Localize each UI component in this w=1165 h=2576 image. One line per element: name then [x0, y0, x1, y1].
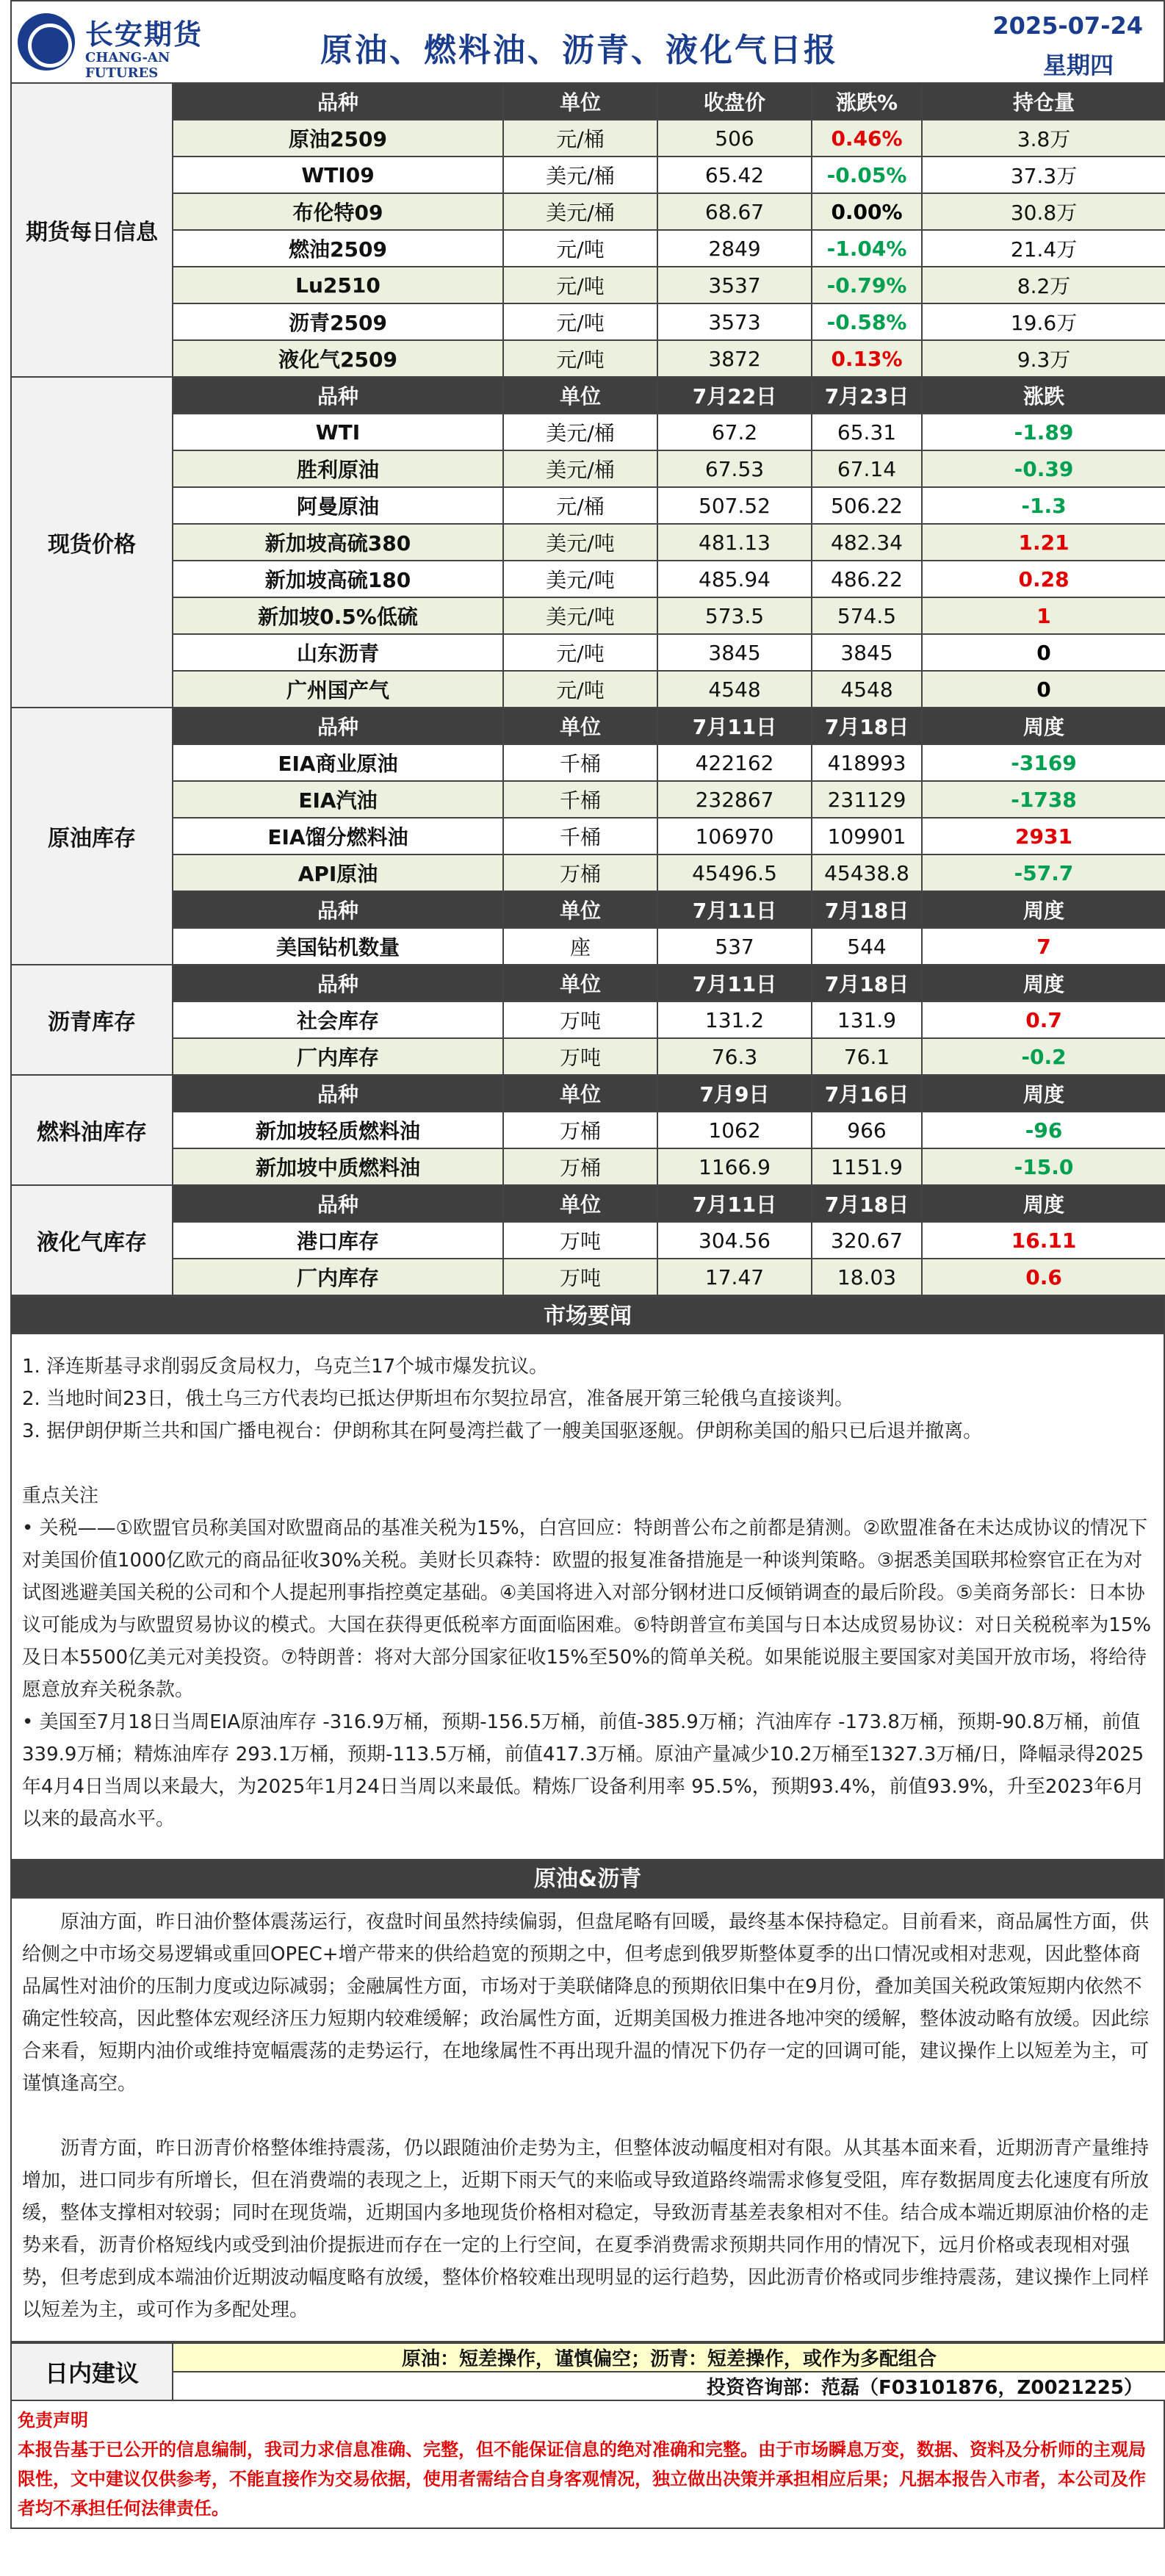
cell-name: API原油 [173, 855, 503, 891]
futures-category: 期货每日信息 [11, 83, 173, 377]
news-section [10, 1334, 1165, 1860]
cell-name: 布伦特09 [173, 193, 503, 230]
header-cell: 品种 [173, 1185, 503, 1222]
cell-day2: 18.03 [812, 1259, 922, 1295]
table-row [11, 855, 1165, 891]
cell-day2: 966 [812, 1112, 922, 1148]
cell-day1: 76.3 [657, 1038, 812, 1075]
cell-unit: 万桶 [503, 1112, 657, 1148]
cell-day1: 4548 [657, 671, 812, 708]
header-cell: 单位 [503, 1185, 657, 1222]
cell-name: 沥青2509 [173, 303, 503, 340]
cell-day1: 232867 [657, 781, 812, 818]
cell-open-interest: 3.8万 [922, 120, 1165, 156]
header-cell: 7月11日 [657, 1185, 812, 1222]
cell-day1: 45496.5 [657, 855, 812, 891]
report-weekday: 星期四 [1042, 51, 1114, 79]
cell-day2: 418993 [812, 744, 922, 781]
cell-day1: 131.2 [657, 1001, 812, 1038]
table-row [11, 487, 1165, 524]
table-header-row [11, 1075, 1165, 1112]
cell-weekly-change: -57.7 [922, 855, 1165, 891]
news-item: 1. 泽连斯基寻求削弱反贪局权力，乌克兰17个城市爆发抗议。 [22, 1356, 549, 1378]
table-row [11, 193, 1165, 230]
cell-weekly-change: 2931 [922, 818, 1165, 855]
focus-list [22, 1512, 1153, 1835]
cell-unit: 美元/吨 [503, 524, 657, 561]
table-row [11, 1038, 1165, 1075]
header-cell: 7月11日 [657, 965, 812, 1001]
advice-line-2: 投资咨询部：范磊（F03101876，Z0021225） [173, 2372, 1165, 2400]
table-row [11, 120, 1165, 156]
cell-open-interest: 21.4万 [922, 230, 1165, 267]
header-cell: 7月11日 [657, 708, 812, 744]
cell-unit: 美元/桶 [503, 450, 657, 487]
cell-close: 3537 [657, 267, 812, 303]
header-cell: 持仓量 [922, 83, 1165, 120]
cell-day2: 231129 [812, 781, 922, 818]
cell-day2: 544 [812, 928, 922, 965]
disclaimer-text: 本报告基于已公开的信息编制，我司力求信息准确、完整，但不能保证信息的绝对准确和完整。由于市场瞬息万变，数据、资料及分析师的主观局限性，文中建议仅供参考，不能直接作为交易依据，使用者需结合自身客观情况，独立做出决策并承担相应后果；凡据本报告入市者，本公司及作者均不承担任何法律责任。 [18, 2439, 1146, 2519]
cell-day2: 76.1 [812, 1038, 922, 1075]
table-row [11, 634, 1165, 671]
table-row [11, 561, 1165, 597]
cell-change: -1.89 [922, 414, 1165, 450]
company-logo [18, 12, 216, 81]
cell-unit: 万吨 [503, 1259, 657, 1295]
cell-unit: 万吨 [503, 1222, 657, 1259]
header-cell: 周度 [922, 1185, 1165, 1222]
cell-weekly-change: -15.0 [922, 1148, 1165, 1185]
cell-day1: 17.47 [657, 1259, 812, 1295]
cell-change-pct: -0.58% [812, 303, 922, 340]
cell-day1: 67.53 [657, 450, 812, 487]
cell-weekly-change: -0.2 [922, 1038, 1165, 1075]
cell-unit: 元/吨 [503, 303, 657, 340]
cell-day1: 422162 [657, 744, 812, 781]
header-cell: 涨跌 [922, 377, 1165, 414]
disclaimer-title: 免责声明 [18, 2410, 88, 2431]
disclaimer-section [10, 2401, 1165, 2529]
spot-category: 现货价格 [11, 377, 173, 708]
cell-name: 胜利原油 [173, 450, 503, 487]
table-row [11, 1148, 1165, 1185]
cell-unit: 千桶 [503, 744, 657, 781]
cell-name: EIA商业原油 [173, 744, 503, 781]
cell-unit: 美元/桶 [503, 156, 657, 193]
cell-open-interest: 9.3万 [922, 340, 1165, 377]
table-row [11, 156, 1165, 193]
header-cell: 单位 [503, 708, 657, 744]
header-cell: 单位 [503, 1075, 657, 1112]
header-cell: 品种 [173, 83, 503, 120]
crude-inventory-category: 原油库存 [11, 708, 173, 965]
header-cell: 周度 [922, 1075, 1165, 1112]
cell-name: 原油2509 [173, 120, 503, 156]
cell-name: EIA汽油 [173, 781, 503, 818]
cell-change: 0 [922, 671, 1165, 708]
focus-item: • 美国至7月18日当周EIA原油库存 -316.9万桶，预期-156.5万桶，前值-385.9万桶；汽油库存 -173.8万桶，预期-90.8万桶，前值339.9万桶；精炼油库存 293.1万桶，预期-113.5万桶，前值417.3万桶。原油产量减少10.2万桶至1327.3万桶/日，降幅录得2025年4月4日当周以来最大，为2025年1月24日当周以来最低。精炼厂设备利用率 95.5%，预期93.4%，前值93.9%，升至2023年6月以来的最高水平。 [22, 1711, 1144, 1830]
cell-name: 新加坡轻质燃料油 [173, 1112, 503, 1148]
cell-day2: 486.22 [812, 561, 922, 597]
table-row [11, 230, 1165, 267]
header-cell: 涨跌% [812, 83, 922, 120]
header-cell: 周度 [922, 708, 1165, 744]
cell-unit: 美元/吨 [503, 561, 657, 597]
cell-unit: 万吨 [503, 1038, 657, 1075]
cell-weekly-change: -3169 [922, 744, 1165, 781]
cell-open-interest: 30.8万 [922, 193, 1165, 230]
cell-name: 港口库存 [173, 1222, 503, 1259]
cell-open-interest: 37.3万 [922, 156, 1165, 193]
cell-day2: 574.5 [812, 597, 922, 634]
cell-unit: 元/吨 [503, 634, 657, 671]
table-row [11, 744, 1165, 781]
header-cell: 7月18日 [812, 708, 922, 744]
cell-day1: 537 [657, 928, 812, 965]
analysis-section [10, 1899, 1165, 2342]
cell-weekly-change: 0.6 [922, 1259, 1165, 1295]
cell-open-interest: 19.6万 [922, 303, 1165, 340]
cell-open-interest: 8.2万 [922, 267, 1165, 303]
cell-day2: 1151.9 [812, 1148, 922, 1185]
cell-day1: 3845 [657, 634, 812, 671]
cell-close: 3872 [657, 340, 812, 377]
advice-table [10, 2342, 1165, 2401]
cell-change: -0.39 [922, 450, 1165, 487]
table-row [11, 303, 1165, 340]
news-section-title: 市场要闻 [10, 1296, 1165, 1334]
news-item: 3. 据伊朗伊斯兰共和国广播电视台：伊朗称其在阿曼湾拦截了一艘美国驱逐舰。伊朗称美国的船只已后退并撤离。 [22, 1420, 983, 1442]
cell-close: 2849 [657, 230, 812, 267]
cell-change-pct: -0.05% [812, 156, 922, 193]
header-cell: 7月16日 [812, 1075, 922, 1112]
cell-change-pct: 0.00% [812, 193, 922, 230]
cell-unit: 元/吨 [503, 267, 657, 303]
cell-unit: 元/吨 [503, 671, 657, 708]
data-table [10, 82, 1165, 1296]
cell-name: 燃油2509 [173, 230, 503, 267]
analysis-crude-paragraph: 原油方面，昨日油价整体震荡运行，夜盘时间虽然持续偏弱，但盘尾略有回暖，最终基本保持稳定。目前看来，商品属性方面，供给侧之中市场交易逻辑或重回OPEC+增产带来的供给趋宽的预期之中，但考虑到俄罗斯整体夏季的出口情况或相对悲观，因此整体商品属性对油价的压制力度或边际减弱；金融属性方面，市场对于美联储降息的预期依旧集中在9月份，叠加美国关税政策短期内依然不确定性较高，因此整体宏观经济压力短期内较难缓解；政治属性方面，近期美国极力推进各地冲突的缓解，整体波动略有放缓。因此综合来看，短期内油价或维持宽幅震荡的走势运行，在地缘属性不再出现升温的情况下仍存一定的回调可能，建议操作上以短差为主，可谨慎逢高空。 [22, 1911, 1150, 2095]
header-cell: 7月18日 [812, 965, 922, 1001]
cell-change: 1.21 [922, 524, 1165, 561]
table-header-row [11, 891, 1165, 928]
cell-unit: 万吨 [503, 1001, 657, 1038]
table-row [11, 1001, 1165, 1038]
header-cell: 7月11日 [657, 891, 812, 928]
table-header-row [11, 1185, 1165, 1222]
cell-unit: 万桶 [503, 855, 657, 891]
cell-day2: 67.14 [812, 450, 922, 487]
cell-change: 1 [922, 597, 1165, 634]
cell-close: 65.42 [657, 156, 812, 193]
table-row [11, 597, 1165, 634]
cell-day1: 1062 [657, 1112, 812, 1148]
cell-day1: 507.52 [657, 487, 812, 524]
cell-weekly-change: -1738 [922, 781, 1165, 818]
cell-unit: 元/桶 [503, 120, 657, 156]
header-cell: 品种 [173, 965, 503, 1001]
cell-name: 美国钻机数量 [173, 928, 503, 965]
report-title: 原油、燃料油、沥青、液化气日报 [320, 32, 838, 69]
cell-day2: 320.67 [812, 1222, 922, 1259]
table-row [11, 524, 1165, 561]
cell-day2: 65.31 [812, 414, 922, 450]
advice-label: 日内建议 [11, 2343, 173, 2400]
header-cell: 周度 [922, 891, 1165, 928]
cell-day2: 3845 [812, 634, 922, 671]
header-cell: 单位 [503, 965, 657, 1001]
report-date: 2025-07-24 [992, 12, 1143, 40]
cell-name: 新加坡高硫380 [173, 524, 503, 561]
cell-name: 阿曼原油 [173, 487, 503, 524]
cell-unit: 美元/桶 [503, 414, 657, 450]
table-row [11, 414, 1165, 450]
logo-cn-text: 长安期货 [85, 18, 203, 51]
cell-day1: 304.56 [657, 1222, 812, 1259]
cell-name: 新加坡高硫180 [173, 561, 503, 597]
cell-day1: 481.13 [657, 524, 812, 561]
header-cell: 7月22日 [657, 377, 812, 414]
table-header-row [11, 708, 1165, 744]
cell-change-pct: 0.46% [812, 120, 922, 156]
cell-unit: 元/吨 [503, 230, 657, 267]
cell-change: 0 [922, 634, 1165, 671]
header-cell: 7月23日 [812, 377, 922, 414]
report-page [10, 0, 1165, 2576]
table-row [11, 1222, 1165, 1259]
cell-change-pct: -0.79% [812, 267, 922, 303]
cell-day2: 45438.8 [812, 855, 922, 891]
cell-change-pct: -1.04% [812, 230, 922, 267]
advice-line-1: 原油：短差操作，谨慎偏空；沥青：短差操作，或作为多配组合 [173, 2343, 1165, 2372]
focus-item: • 关税——①欧盟官员称美国对欧盟商品的基准关税为15%，白宫回应：特朗普公布之前都是猜测。②欧盟准备在未达成协议的情况下对美国价值1000亿欧元的商品征收30%关税。美财长贝森特：欧盟的报复准备措施是一种谈判策略。③据悉美国联邦检察官正在为对试图逃避美国关税的公司和个人提起刑事指控奠定基础。④美国将进入对部分钢材进口反倾销调查的最后阶段。⑤美商务部长：日本协议可能成为与欧盟贸易协议的模式。大国在获得更低税率方面面临困难。⑥特朗普宣布美国与日本达成贸易协议：对日关税税率为15%及日本5500亿美元对美投资。⑦特朗普：将对大部分国家征收15%至50%的简单关税。如果能说服主要国家对美国开放市场，将给待愿意放弃关税条款。 [22, 1517, 1152, 1701]
cell-weekly-change: 7 [922, 928, 1165, 965]
header-cell: 单位 [503, 377, 657, 414]
analysis-asphalt-paragraph: 沥青方面，昨日沥青价格整体维持震荡，仍以跟随油价走势为主，但整体波动幅度相对有限。从其基本面来看，近期沥青产量维持增加，进口同步有所增长，但在消费端的表现之上，近期下雨天气的来临或导致道路终端需求修复受阻，库存数据周度去化速度有所放缓，整体支撑相对较弱；同时在现货端，近期国内多地现货价格相对稳定，导致沥青基差表象相对不佳。结合成本端近期原油价格的走势来看，沥青价格短线内或受到油价提振进而存在一定的上行空间，在夏季消费需求预期共同作用的情况下，远月价格或表现相对强势，但考虑到成本端油价近期波动幅度略有放缓，整体价格较难出现明显的运行趋势，因此沥青价格或同步维持震荡，建议操作上同样以短差为主，或可作为多配处理。 [22, 2137, 1150, 2321]
cell-name: 厂内库存 [173, 1259, 503, 1295]
cell-change: 0.28 [922, 561, 1165, 597]
cell-name: EIA馏分燃料油 [173, 818, 503, 855]
cell-unit: 元/桶 [503, 487, 657, 524]
cell-unit: 千桶 [503, 818, 657, 855]
table-row [11, 818, 1165, 855]
header-cell: 周度 [922, 965, 1165, 1001]
cell-close: 3573 [657, 303, 812, 340]
asphalt-inventory-category: 沥青库存 [11, 965, 173, 1075]
table-row [11, 928, 1165, 965]
cell-day2: 131.9 [812, 1001, 922, 1038]
header-cell: 单位 [503, 83, 657, 120]
news-list [22, 1350, 1153, 1447]
news-item: 2. 当地时间23日，俄土乌三方代表均已抵达伊斯坦布尔契拉昂宫，准备展开第三轮俄乌直接谈判。 [22, 1388, 854, 1410]
header-cell: 7月18日 [812, 1185, 922, 1222]
cell-name: 广州国产气 [173, 671, 503, 708]
focus-title: 重点关注 [22, 1485, 99, 1507]
table-row [11, 1112, 1165, 1148]
cell-close: 68.67 [657, 193, 812, 230]
cell-change: -1.3 [922, 487, 1165, 524]
cell-day2: 506.22 [812, 487, 922, 524]
cell-name: Lu2510 [173, 267, 503, 303]
cell-day1: 1166.9 [657, 1148, 812, 1185]
cell-unit: 座 [503, 928, 657, 965]
cell-name: WTI09 [173, 156, 503, 193]
table-row [11, 450, 1165, 487]
header-cell: 品种 [173, 708, 503, 744]
lpg-inventory-category: 液化气库存 [11, 1185, 173, 1295]
cell-day1: 573.5 [657, 597, 812, 634]
table-row [11, 267, 1165, 303]
table-row [11, 671, 1165, 708]
cell-day2: 482.34 [812, 524, 922, 561]
header-cell: 7月9日 [657, 1075, 812, 1112]
header-cell: 品种 [173, 377, 503, 414]
header-cell: 收盘价 [657, 83, 812, 120]
cell-name: 液化气2509 [173, 340, 503, 377]
cell-day1: 106970 [657, 818, 812, 855]
cell-name: 厂内库存 [173, 1038, 503, 1075]
table-header-row [11, 965, 1165, 1001]
cell-day1: 67.2 [657, 414, 812, 450]
cell-name: WTI [173, 414, 503, 450]
table-header-row [11, 83, 1165, 120]
cell-unit: 美元/桶 [503, 193, 657, 230]
table-row [11, 781, 1165, 818]
cell-weekly-change: 16.11 [922, 1222, 1165, 1259]
cell-name: 社会库存 [173, 1001, 503, 1038]
cell-name: 山东沥青 [173, 634, 503, 671]
cell-close: 506 [657, 120, 812, 156]
cell-unit: 美元/吨 [503, 597, 657, 634]
cell-weekly-change: -96 [922, 1112, 1165, 1148]
header-cell: 7月18日 [812, 891, 922, 928]
cell-name: 新加坡中质燃料油 [173, 1148, 503, 1185]
cell-unit: 元/吨 [503, 340, 657, 377]
analysis-section-title: 原油&沥青 [10, 1860, 1165, 1899]
cell-day1: 485.94 [657, 561, 812, 597]
cell-change-pct: 0.13% [812, 340, 922, 377]
cell-day2: 109901 [812, 818, 922, 855]
cell-weekly-change: 0.7 [922, 1001, 1165, 1038]
cell-day2: 4548 [812, 671, 922, 708]
header-cell: 单位 [503, 891, 657, 928]
table-row [11, 1259, 1165, 1295]
header-cell: 品种 [173, 891, 503, 928]
logo-emblem-icon [18, 13, 75, 71]
cell-unit: 万桶 [503, 1148, 657, 1185]
table-header-row [11, 377, 1165, 414]
table-row [11, 340, 1165, 377]
logo-en-text: CHANG-AN FUTURES [85, 50, 170, 81]
cell-name: 新加坡0.5%低硫 [173, 597, 503, 634]
report-header [10, 0, 1165, 82]
cell-unit: 千桶 [503, 781, 657, 818]
header-cell: 品种 [173, 1075, 503, 1112]
fuel-inventory-category: 燃料油库存 [11, 1075, 173, 1185]
